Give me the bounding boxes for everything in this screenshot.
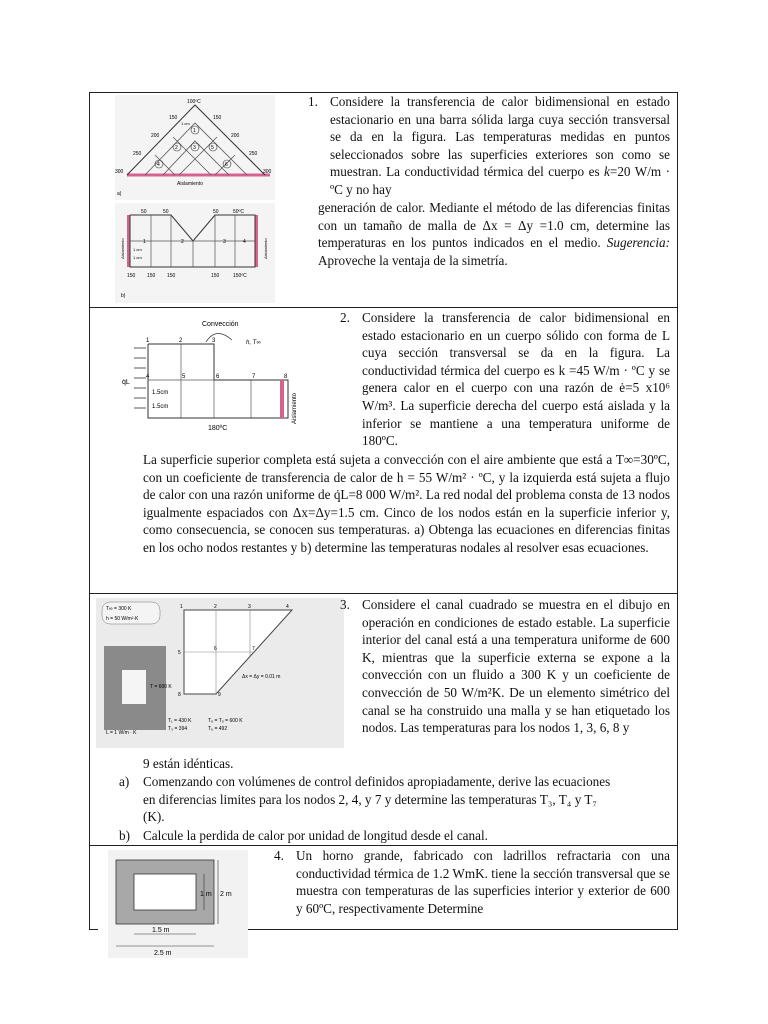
problem-3-item-a xyxy=(119,773,670,826)
table-border-right xyxy=(677,92,678,930)
fig2-node-7: 7 xyxy=(252,374,256,380)
fig1b-insulation-left: Aislamiento xyxy=(120,238,125,259)
fig3-t-inner: T = 600 K xyxy=(150,684,172,690)
table-border-bottom-partial xyxy=(89,929,98,930)
problem-3-text-full: 9 están idénticas. xyxy=(143,756,234,771)
fig2-node-2: 2 xyxy=(179,338,183,344)
fig2-node-1: 1 xyxy=(146,338,150,344)
fig1b-bottom-5: 150ºC xyxy=(233,273,247,279)
fig4-outer-height: 2 m xyxy=(220,891,232,898)
problem-1-text-indented xyxy=(330,93,670,199)
fig2-cell-2: 1.5cm xyxy=(152,404,169,410)
fig2-q-label: q̇L xyxy=(122,379,130,386)
fig2-node-4: 4 xyxy=(146,374,150,380)
row-divider-1 xyxy=(89,307,678,308)
fig1b-bottom-3: 150 xyxy=(167,273,176,279)
problem-3-item-a-text: Comenzando con volúmenes de control definidos apropiadamente, derive las ecuaciones en diferencias limites para los nodos 2, 4, y 7 y determine las temperaturas T₃, T₄ y T₇ (K). xyxy=(143,774,611,825)
fig3-node-8: 8 xyxy=(178,692,181,698)
fig1a-node-4: 4 xyxy=(157,162,160,168)
fig1a-node-2: 2 xyxy=(175,145,178,151)
fig1b-bottom-2: 150 xyxy=(147,273,156,279)
row-divider-3 xyxy=(89,845,678,846)
fig3-node-1: 1 xyxy=(180,604,183,610)
fig1b-bottom-1: 150 xyxy=(127,273,136,279)
fig1a-left-val-4: 300 xyxy=(115,169,124,175)
problem-4-number: 4. xyxy=(274,848,284,863)
fig1b-node-4: 4 xyxy=(243,239,246,245)
fig2-insulation: Aislamiento xyxy=(292,392,298,424)
fig1b-node-2: 2 xyxy=(181,239,184,245)
problem-1-body: Considere la transferencia de calor bidimensional en estado estacionario en una barra sólida larga cuya sección transversal se da en la figura. Las temperaturas medidas en puntos seleccionados sobre las superficies exteriores son como se muestran. La conductividad térmica del cuerpo es xyxy=(330,94,670,180)
problem-3-number: 3. xyxy=(340,597,350,612)
problem-1-k-symbol: k xyxy=(604,164,610,180)
fig3-node-3: 3 xyxy=(248,604,251,610)
fig3-node-5: 5 xyxy=(178,650,181,656)
problem-1-hint-label: Sugerencia: xyxy=(606,235,671,251)
fig3-t-inf: T∞ = 300 K xyxy=(106,606,132,612)
fig3-node-2: 2 xyxy=(214,604,217,610)
problem-2-text-indented: Considere la transferencia de calor bidimensional en estado estacionario en un cuerpo sólido con forma de L cuya sección transversal se da en la figura. La conductividad térmica del cuerpo es k =45 W/m · ºC y se genera calor en el cuerpo con una razón de ė=5 x10⁶ W/m³. La superficie derecha del cuerpo está aislada y la inferior se mantiene a una temperatura uniforme de 180ºC. xyxy=(362,310,670,449)
fig1b-bottom-4: 150 xyxy=(211,273,220,279)
fig2-convection: Convección xyxy=(202,321,239,328)
problem-1-number: 1. xyxy=(308,94,318,109)
table-border-left xyxy=(89,92,90,930)
fig3-h: h = 50 W/m²·K xyxy=(106,616,139,622)
fig3-temp-1: T₁ = 430 K xyxy=(168,718,192,724)
fig3-temp-4: T₆ = 492 xyxy=(208,726,228,732)
fig1a-right-val-4: 300 xyxy=(263,169,272,175)
problem-1-text-full xyxy=(318,199,670,269)
fig3-node-7: 7 xyxy=(252,646,255,652)
fig2-h-label: h, T∞ xyxy=(246,340,261,346)
table-border-bottom-right xyxy=(240,929,678,930)
problem-4-text-indented: Un horno grande, fabricado con ladrillos refractaria con una conductividad térmica de 1.2 WmK. tiene la sección transversal que se muestra con temperaturas de las superficies interior y exterior de 600 y 60ºC, respectivamente Determine xyxy=(296,848,670,916)
problem-3-item-a-label: a) xyxy=(119,774,130,789)
fig3-node-6: 6 xyxy=(214,646,217,652)
fig1a-node-3: 3 xyxy=(193,145,196,151)
fig3-node-9: 9 xyxy=(218,692,221,698)
problem-3-text-indented: Considere el canal cuadrado se muestra en el dibujo en operación en condiciones de estado estable. La superficie interior del canal está a una temperatura uniforme de 600 K, mientras que la superficie externa se expone a la convección con un fluido a 300 K y un coeficiente de convección de 50 W/m²K. De un elemento simétrico del canal se ha construido una malla y se han etiquetado los nodos. Las temperaturas para los nodos 1, 3, 6, 8 y xyxy=(362,597,670,736)
fig1b-top-1: 50 xyxy=(141,209,147,215)
row-divider-2 xyxy=(89,593,678,594)
problem-1-hint-text: Aproveche la ventaja de la simetría. xyxy=(318,252,508,268)
fig1a-node-1: 1 xyxy=(193,128,196,134)
fig1b-top-2: 50 xyxy=(163,209,169,215)
problem-3-item-b-label: b) xyxy=(119,828,130,843)
fig1a-node-5: 5 xyxy=(211,145,214,151)
fig1b-node-3: 3 xyxy=(223,239,226,245)
fig1a-node-6: 6 xyxy=(225,162,228,168)
fig1a-insulation: Aislamiento xyxy=(177,181,203,187)
fig1b-top-3: 50 xyxy=(213,209,219,215)
fig1b-node-1: 1 xyxy=(143,239,146,245)
fig1a-left-val-3: 250 xyxy=(133,151,142,157)
fig1a-left-val-2: 200 xyxy=(151,133,160,139)
problem-2-figure xyxy=(122,314,302,434)
problem-3-figure xyxy=(96,598,344,748)
fig1b-cell-2: 1 cm xyxy=(133,255,142,260)
fig4-inner-width: 1.5 m xyxy=(152,927,170,934)
fig2-cell-1: 1.5cm xyxy=(152,390,169,396)
problem-3-item-b xyxy=(119,827,670,845)
fig4-outer-width: 2.5 m xyxy=(154,950,172,957)
problem-4-figure xyxy=(108,850,248,958)
fig3-len: L = 1 W/m · K xyxy=(106,730,137,736)
fig3-dx: Δx = Δy = 0.01 m xyxy=(242,674,281,680)
fig3-node-4: 4 xyxy=(286,604,289,610)
fig2-node-8: 8 xyxy=(284,374,288,380)
problem-2-number: 2. xyxy=(340,310,350,325)
fig1b-cell-1: 1 cm xyxy=(133,247,142,252)
fig2-node-3: 3 xyxy=(212,338,216,344)
problem-2-text-full: La superficie superior completa está sujeta a convección con el aire ambiente que está a T∞=30ºC, con un coeficiente de transferencia de calor de h = 55 W/m² · ºC, y la izquierda está sujeta a flujo de calor con una razón uniforme de q̇L=8 000 W/m². La red nodal del problema consta de 13 nodos igualmente espaciados con Δx=Δy=1.5 cm. Cinco de los nodos están en la superficie inferior y, como consecuencia, se conocen sus temperaturas. a) Obtenga las ecuaciones en diferencias finitas en los ocho nodos restantes y b) determine las temperaturas nodales al resolver esas ecuaciones. xyxy=(143,452,670,555)
fig1b-top-4: 50ºC xyxy=(233,209,244,215)
fig3-temp-2: T₃ = 394 xyxy=(168,726,188,732)
fig1a-top-temp: 100ºC xyxy=(187,99,201,105)
fig1a-left-val-1: 150 xyxy=(169,115,178,121)
fig1a-right-val-3: 250 xyxy=(249,151,258,157)
problem-1-figure-a xyxy=(115,95,275,200)
problem-1-k-value: =20 W/m · ºC y no hay xyxy=(330,164,670,197)
fig1a-cell-label: 1 cm xyxy=(181,121,190,126)
fig1a-right-val-2: 200 xyxy=(231,133,240,139)
fig2-bottom-temp: 180ºC xyxy=(208,425,228,432)
fig2-node-6: 6 xyxy=(216,374,220,380)
fig1a-label: a) xyxy=(117,191,122,197)
fig1b-insulation-right: Aislamiento xyxy=(263,238,268,259)
fig3-temp-3: T₈ = T₉ = 600 K xyxy=(208,718,243,724)
problem-1-figure-b xyxy=(115,203,275,303)
fig1b-label: b) xyxy=(121,293,126,299)
problem-3-item-b-text: Calcule la perdida de calor por unidad de longitud desde el canal. xyxy=(143,828,488,843)
fig2-node-5: 5 xyxy=(182,374,186,380)
fig1a-right-val-1: 150 xyxy=(213,115,222,121)
problem-1-rest: generación de calor. Mediante el método de las diferencias finitas con un tamaño de malla de Δx = Δy =1.0 cm, determine las temperaturas en los puntos indicados en el medio. xyxy=(318,200,670,251)
fig4-inner-height: 1 m xyxy=(200,891,212,898)
